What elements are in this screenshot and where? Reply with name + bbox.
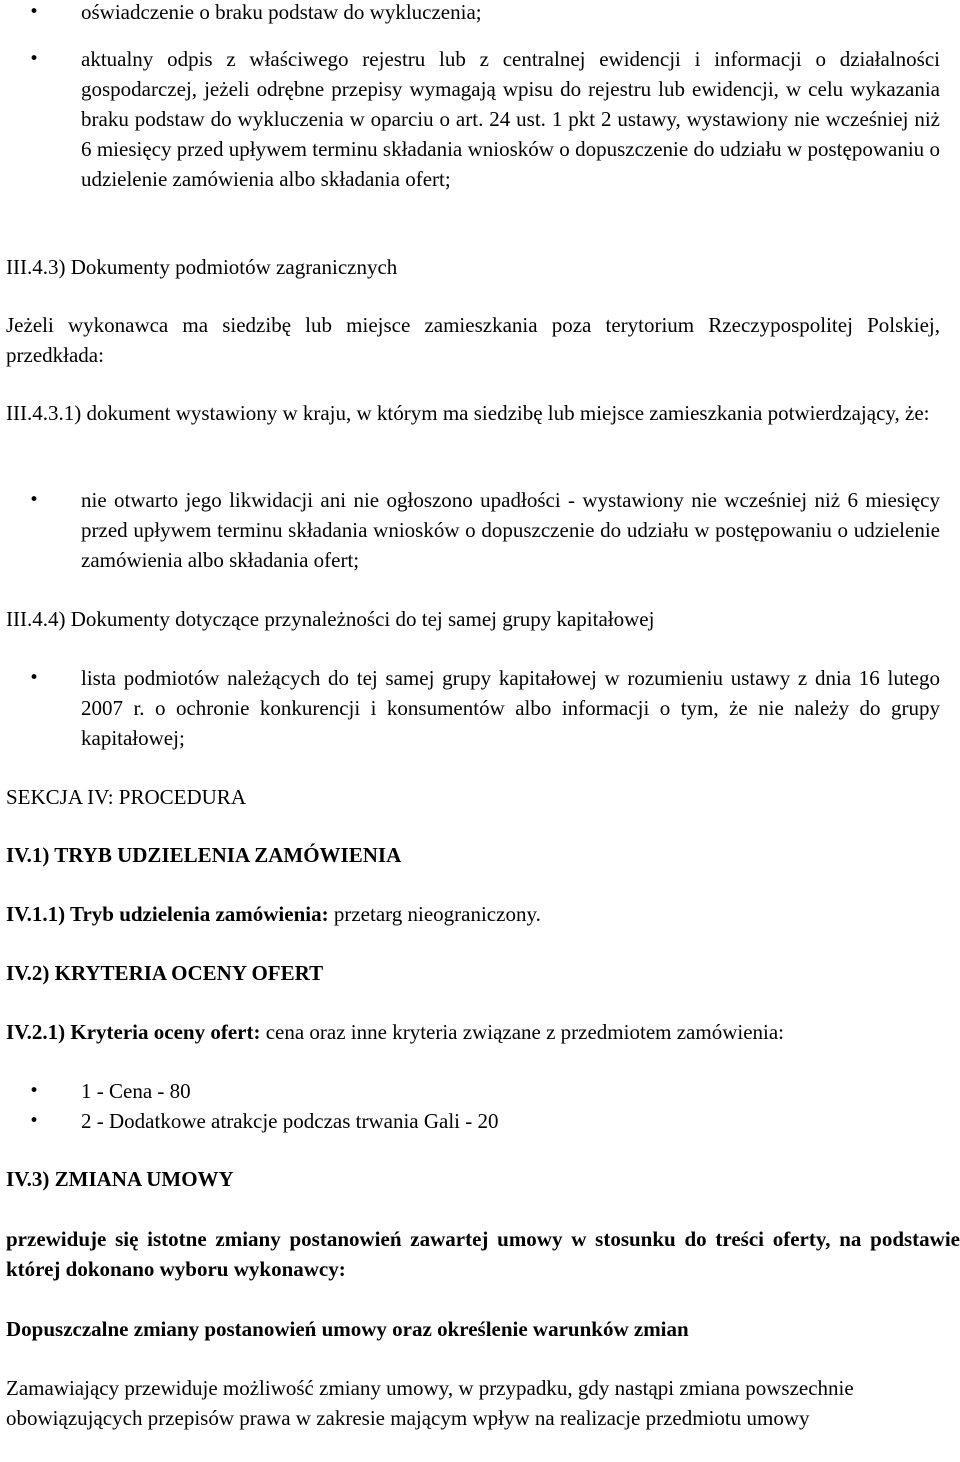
heading-iv-1: IV.1) TRYB UDZIELENIA ZAMÓWIENIA — [6, 843, 402, 867]
paragraph-final: Zamawiający przewiduje możliwość zmiany umowy, w przypadku, gdy nastąpi zmiana powszechnie obowiązujących przepisów prawa w zakresie mającym wpływ na realizacje przedmiotu umowy — [6, 1376, 854, 1430]
iv-2-1-value: cena oraz inne kryteria związane z przedmiotem zamówienia: — [260, 1020, 785, 1044]
iv-1-1-label: IV.1.1) Tryb udzielenia zamówienia: — [6, 902, 329, 926]
heading-iii-4-3: III.4.3) Dokumenty podmiotów zagranicznych — [6, 255, 398, 279]
paragraph-iv-1-1 — [6, 899, 541, 929]
heading-iv-2: IV.2) KRYTERIA OCENY OFERT — [6, 961, 324, 985]
iv-1-1-value: przetarg nieograniczony. — [328, 902, 541, 926]
list-item: • 1 - Cena - 80 — [6, 1076, 940, 1106]
paragraph-allowed-bold: Dopuszczalne zmiany postanowień umowy oraz określenie warunków zmian — [6, 1317, 689, 1341]
paragraph-iii-4-3-1: III.4.3.1) dokument wystawiony w kraju, w którym ma siedzibę lub miejsce zamieszkania potwierdzający, że: — [6, 401, 930, 425]
bullet-list-3 — [6, 485, 940, 575]
paragraph-change-bold: przewiduje się istotne zmiany postanowień zawartej umowy w stosunku do treści oferty, na podstawie której dokonano wyboru wykonawcy: — [6, 1227, 960, 1281]
paragraph-foreign: Jeżeli wykonawca ma siedzibę lub miejsce zamieszkania poza terytorium Rzeczypospolitej Polskiej, przedkłada: — [6, 313, 940, 367]
section-iv-title: SEKCJA IV: PROCEDURA — [6, 785, 246, 809]
iv-2-1-label: IV.2.1) Kryteria oceny ofert: — [6, 1020, 261, 1044]
heading-iii-4-4: III.4.4) Dokumenty dotyczące przynależności do tej samej grupy kapitałowej — [6, 607, 655, 631]
list-item: • 2 - Dodatkowe atrakcje podczas trwania Gali - 20 — [6, 1106, 940, 1136]
bullet-list-2 — [6, 44, 940, 194]
list-item: • oświadczenie o braku podstaw do wykluczenia; — [6, 0, 940, 27]
bullet-list-4 — [6, 663, 940, 753]
criteria-list — [6, 1076, 940, 1136]
heading-iv-3: IV.3) ZMIANA UMOWY — [6, 1167, 234, 1191]
list-item: • nie otwarto jego likwidacji ani nie ogłoszono upadłości - wystawiony nie wcześniej niż 6 miesięcy przed upływem terminu składania wniosków o dopuszczenie do udziału w postępowaniu o udzielenie zamówienia albo składania ofert; — [6, 485, 940, 575]
bullet-list-1 — [6, 0, 940, 27]
list-item: • aktualny odpis z właściwego rejestru lub z centralnej ewidencji i informacji o działalności gospodarczej, jeżeli odrębne przepisy wymagają wpisu do rejestru lub ewidencji, w celu wykazania braku podstaw do wykluczenia w oparciu o art. 24 ust. 1 pkt 2 ustawy, wystawiony nie wcześniej niż 6 miesięcy przed upływem terminu składania wniosków o dopuszczenie do udziału w postępowaniu o udzielenie zamówienia albo składania ofert; — [6, 44, 940, 194]
paragraph-iv-2-1 — [6, 1017, 784, 1047]
list-item: • lista podmiotów należących do tej samej grupy kapitałowej w rozumieniu ustawy z dnia 16 lutego 2007 r. o ochronie konkurencji i konsumentów albo informacji o tym, że nie należy do grupy kapitałowej; — [6, 663, 940, 753]
